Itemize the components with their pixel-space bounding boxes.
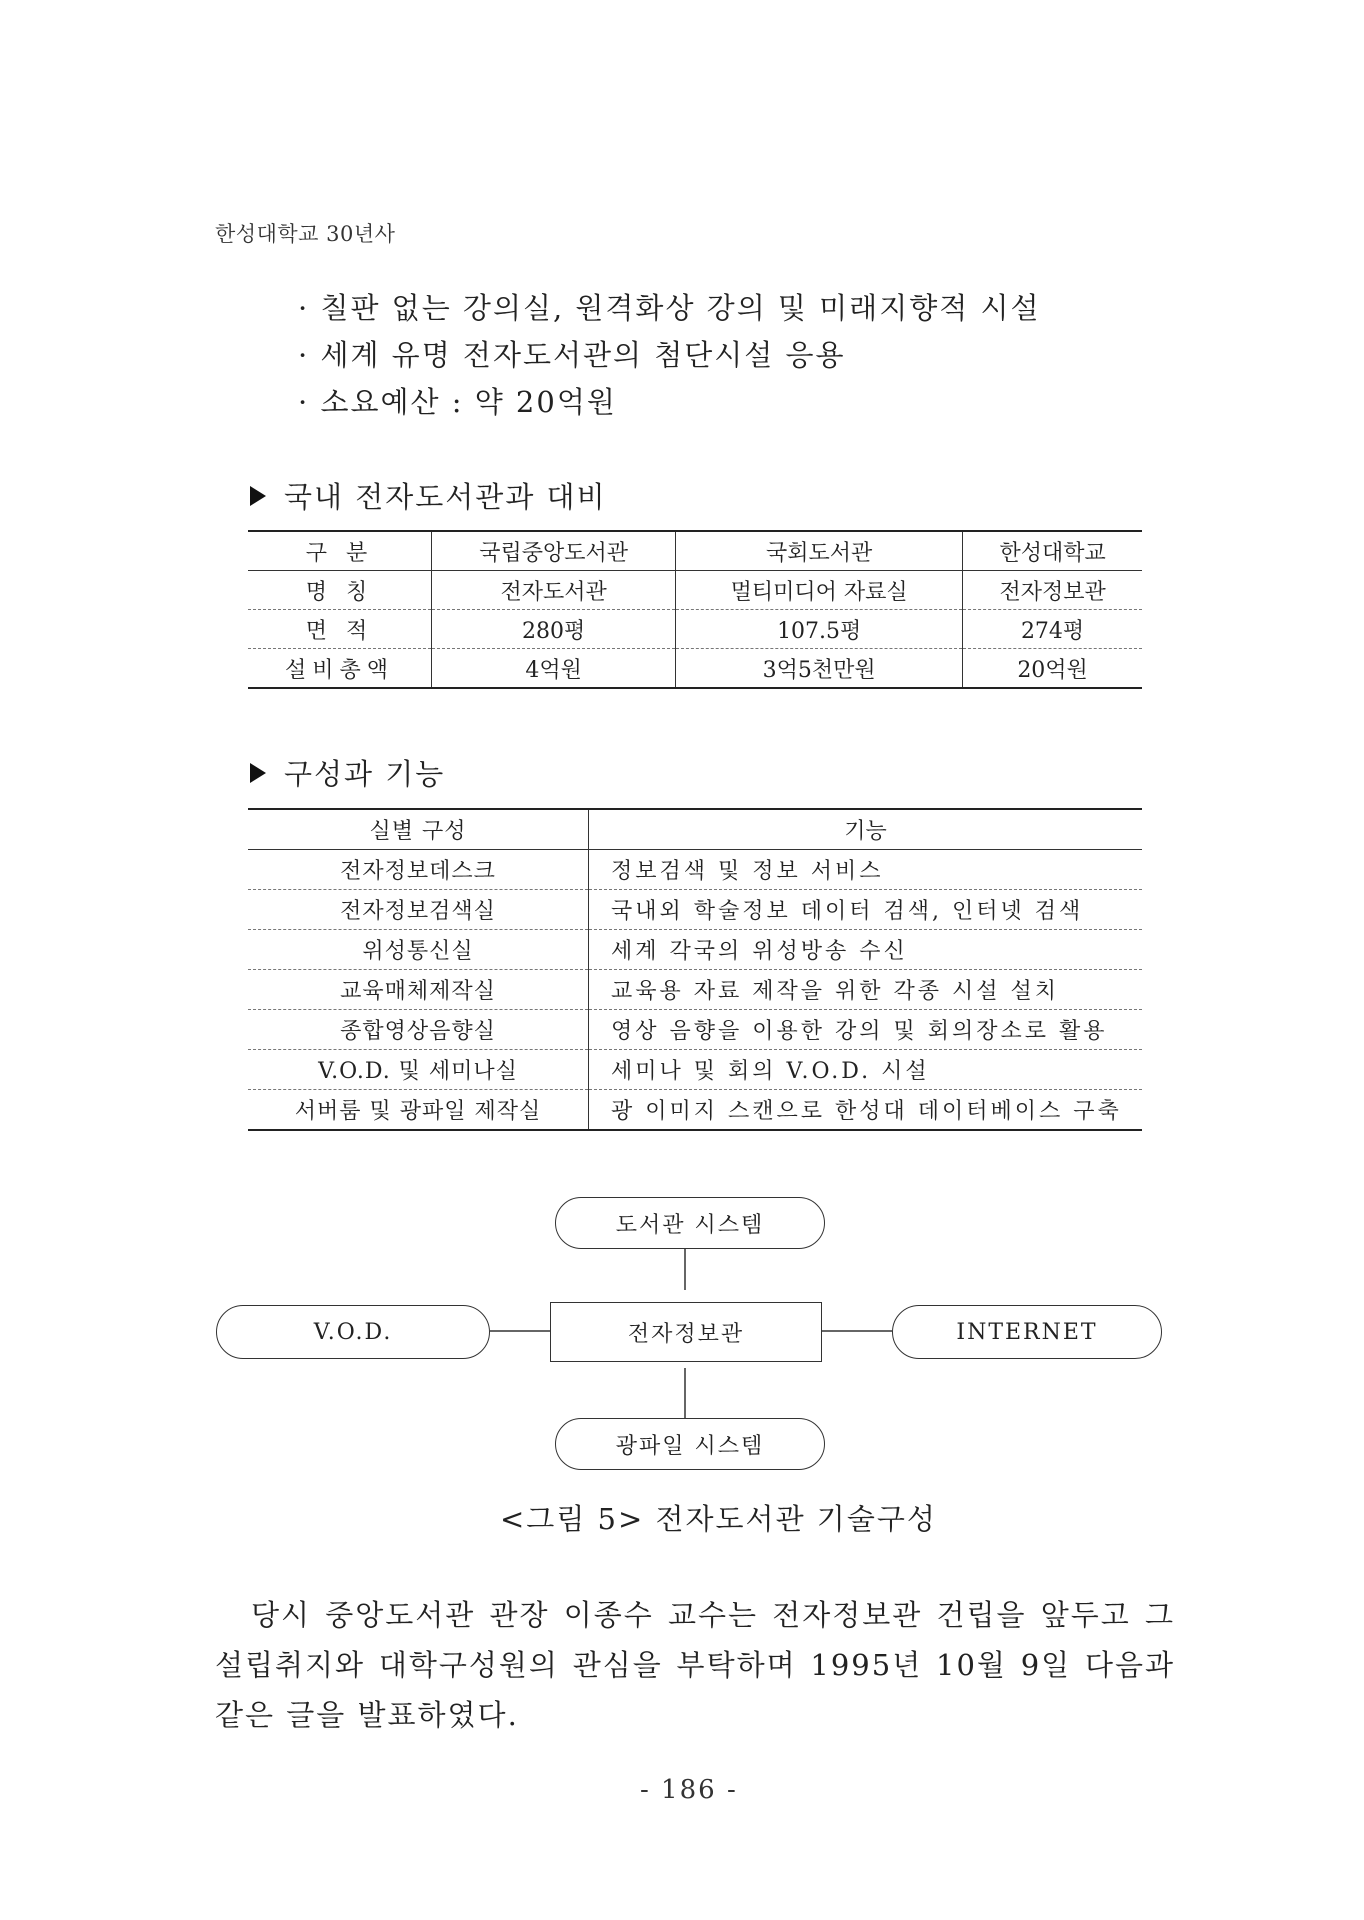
table-header-cell: 국회도서관	[676, 531, 963, 571]
table-cell: 280평	[431, 610, 675, 649]
table-cell: 107.5평	[676, 610, 963, 649]
table-header-cell: 국립중앙도서관	[431, 531, 675, 571]
section-heading-comparison	[250, 475, 607, 516]
room-name: 서버룸 및 광파일 제작실	[248, 1090, 589, 1131]
comparison-table	[248, 530, 1142, 689]
room-name: 전자정보데스크	[248, 850, 589, 890]
room-function: 교육용 자료 제작을 위한 각종 시설 설치	[589, 970, 1143, 1010]
room-name: 전자정보검색실	[248, 890, 589, 930]
table-row	[248, 649, 1142, 689]
table-row	[248, 1090, 1142, 1131]
bullet-item: · 칠판 없는 강의실, 원격화상 강의 및 미래지향적 시설	[298, 285, 1040, 332]
vod-node: V.O.D.	[216, 1305, 490, 1359]
row-label: 면 적	[248, 610, 431, 649]
row-label: 설비총액	[284, 657, 394, 683]
table-row	[248, 571, 1142, 610]
triangle-bullet-icon	[250, 763, 266, 783]
internet-node: INTERNET	[892, 1305, 1162, 1359]
table-cell: 멀티미디어 자료실	[676, 571, 963, 610]
room-function: 세계 각국의 위성방송 수신	[589, 930, 1143, 970]
table-cell: 전자정보관	[963, 571, 1142, 610]
table-cell: 274평	[963, 610, 1142, 649]
table-row	[248, 850, 1142, 890]
page-number: - 186 -	[640, 1775, 738, 1805]
table-cell: 전자도서관	[431, 571, 675, 610]
table-cell: 20억원	[963, 649, 1142, 689]
bullet-item: · 세계 유명 전자도서관의 첨단시설 응용	[298, 332, 1040, 379]
table-header-cell: 구 분	[248, 531, 431, 571]
room-function: 정보검색 및 정보 서비스	[589, 850, 1143, 890]
triangle-bullet-icon	[250, 486, 266, 506]
table-cell: 4억원	[431, 649, 675, 689]
section-heading-text: 구성과 기능	[284, 757, 446, 791]
table-row	[248, 1050, 1142, 1090]
table-header-cell: 기능	[589, 809, 1143, 850]
table-row	[248, 890, 1142, 930]
room-function: 광 이미지 스캔으로 한성대 데이터베이스 구축	[611, 1099, 1122, 1124]
room-name: 종합영상음향실	[248, 1010, 589, 1050]
room-name: 위성통신실	[248, 930, 589, 970]
optical-file-system-node: 광파일 시스템	[555, 1418, 825, 1470]
table-row	[248, 1010, 1142, 1050]
functions-table	[248, 808, 1142, 1131]
electronic-info-center-node: 전자정보관	[550, 1302, 822, 1362]
table-header-cell: 실별 구성	[248, 809, 589, 850]
table-header-row	[248, 531, 1142, 571]
section-heading-functions	[250, 752, 445, 793]
library-system-node: 도서관 시스템	[555, 1197, 825, 1249]
figure-caption: <그림 5> 전자도서관 기술구성	[500, 1502, 937, 1536]
row-label: 명 칭	[248, 571, 431, 610]
table-row	[248, 610, 1142, 649]
table-header-cell: 한성대학교	[963, 531, 1142, 571]
body-paragraph: 당시 중앙도서관 관장 이종수 교수는 전자정보관 건립을 앞두고 그 설립취지와 대학구성원의 관심을 부탁하며 1995년 10월 9일 다음과 같은 글을 발표하였다.	[215, 1598, 1175, 1732]
room-function: 국내외 학술정보 데이터 검색, 인터넷 검색	[589, 890, 1143, 930]
section-heading-text: 국내 전자도서관과 대비	[284, 480, 607, 514]
running-header: 한성대학교 30년사	[215, 222, 396, 246]
room-name: 교육매체제작실	[248, 970, 589, 1010]
bullet-item: · 소요예산 : 약 20억원	[298, 379, 1040, 426]
table-row	[248, 930, 1142, 970]
table-cell: 3억5천만원	[676, 649, 963, 689]
room-function: 세미나 및 회의 V.O.D. 시설	[589, 1050, 1143, 1090]
table-header-row	[248, 809, 1142, 850]
room-name: V.O.D. 및 세미나실	[248, 1050, 589, 1090]
table-row	[248, 970, 1142, 1010]
room-function: 영상 음향을 이용한 강의 및 회의장소로 활용	[589, 1010, 1143, 1050]
bullet-list	[298, 285, 1040, 426]
